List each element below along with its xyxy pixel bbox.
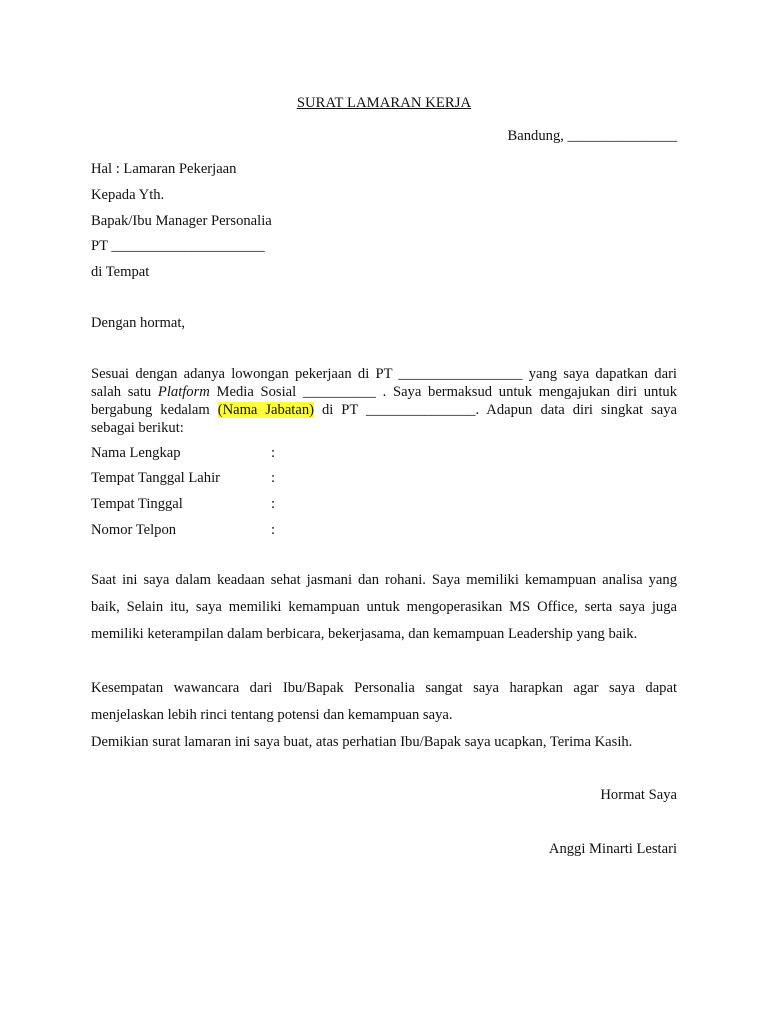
field-label-address: Tempat Tinggal (91, 496, 183, 512)
paragraph2-line-2: baik, Selain itu, saya memiliki kemampuan untuk mengoperasikan MS Office, serta saya juga (91, 599, 677, 615)
intro-line-3-start: bergabung kedalam (91, 402, 218, 418)
paragraph3-line-2: menjelaskan lebih rinci tentang potensi dan kemampuan saya. (91, 707, 453, 723)
recipient-location: di Tempat (91, 264, 150, 280)
place-date: Bandung, _______________ (507, 128, 677, 144)
greeting: Dengan hormat, (91, 315, 186, 331)
paragraph2-line-3: memiliki keterampilan dalam berbicara, bekerjasama, dan kemampuan Leadership yang baik. (91, 626, 638, 642)
recipient-salutation: Kepada Yth. (91, 187, 165, 203)
platform-word: Platform (157, 384, 210, 400)
letter-title: SURAT LAMARAN KERJA (296, 95, 472, 111)
job-title-placeholder: (Nama Jabatan) (217, 402, 314, 418)
paragraph2-line-1: Saat ini saya dalam keadaan sehat jasmani dan rohani. Saya memiliki kemampuan analisa yang (91, 572, 677, 588)
field-colon-birth: : (271, 470, 276, 486)
recipient-title: Bapak/Ibu Manager Personalia (91, 213, 272, 229)
field-label-name: Nama Lengkap (91, 445, 181, 461)
recipient-company: PT _____________________ (91, 238, 265, 254)
field-colon-name: : (271, 445, 276, 461)
intro-line-2-start: salah satu (91, 384, 158, 400)
sign-off: Hormat Saya (600, 787, 677, 803)
field-colon-address: : (271, 496, 276, 512)
field-colon-phone: : (271, 522, 276, 538)
signer-name: Anggi Minarti Lestari (548, 841, 677, 857)
field-label-phone: Nomor Telpon (91, 522, 177, 538)
paragraph3-line-1: Kesempatan wawancara dari Ibu/Bapak Personalia sangat saya harapkan agar saya dapat (91, 680, 677, 696)
field-label-birth: Tempat Tanggal Lahir (91, 470, 220, 486)
closing-line: Demikian surat lamaran ini saya buat, atas perhatian Ibu/Bapak saya ucapkan, Terima Kasih. (91, 734, 633, 750)
intro-line-2 (91, 383, 677, 401)
intro-line-4: sebagai berikut: (91, 420, 184, 436)
intro-line-2-end: Media Sosial __________ . Saya bermaksud untuk mengajukan diri untuk (209, 384, 677, 400)
intro-line-3-end: di PT _______________. Adapun data diri singkat saya (314, 402, 677, 418)
intro-line-1: Sesuai dengan adanya lowongan pekerjaan di PT _________________ yang saya dapatkan dari (91, 366, 677, 382)
intro-line-3 (91, 401, 677, 419)
subject-line: Hal : Lamaran Pekerjaan (91, 161, 237, 177)
